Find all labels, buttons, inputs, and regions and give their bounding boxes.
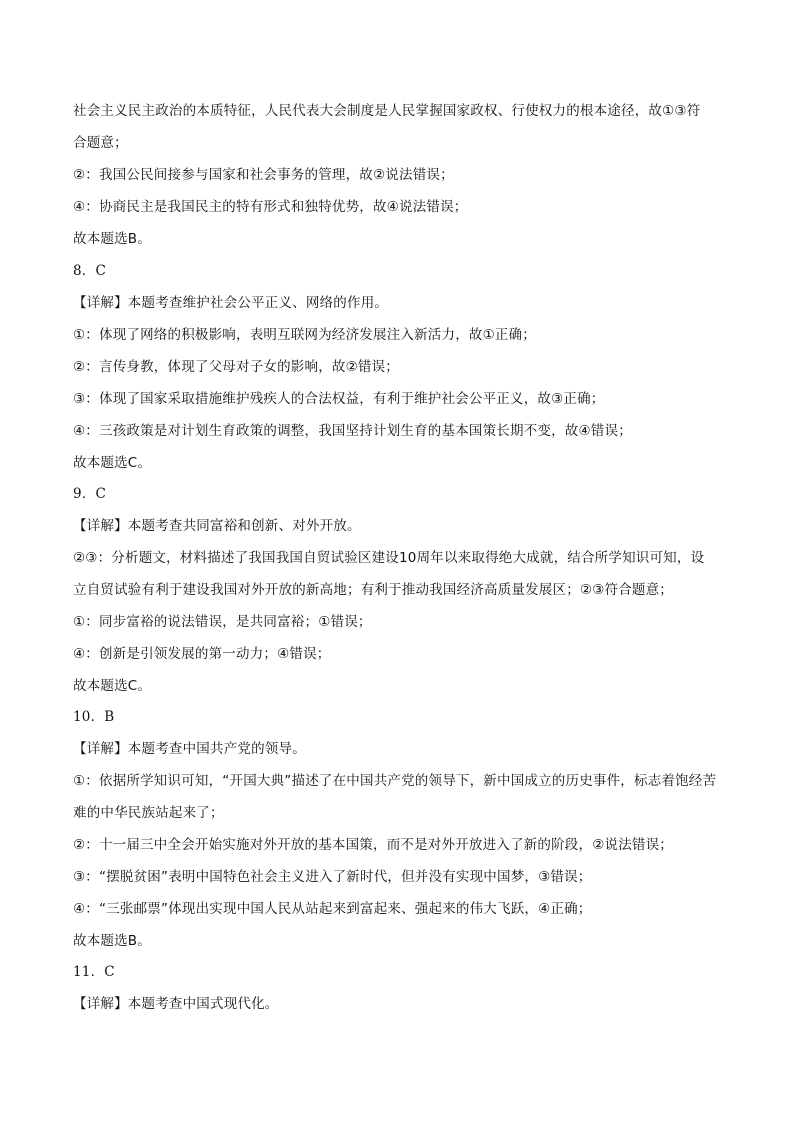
text-line: ④：三孩政策是对计划生育政策的调整，我国坚持计划生育的基本国策长期不变，故④错误； — [73, 423, 632, 439]
text-line: ①：依据所学知识可知，“开国大典”描述了在中国共产党的领导下，新中国成立的历史事件，标志着饱经苦 — [73, 773, 717, 789]
text-line: ②：十一届三中全会开始实施对外开放的基本国策，而不是对外开放进入了新的阶段，②说法错误； — [73, 837, 674, 853]
text-line: 故本题选B。 — [73, 933, 151, 949]
text-line: ④：协商民主是我国民主的特有形式和独特优势，故④说法错误； — [73, 199, 468, 215]
text-line: 【详解】本题考查中国共产党的领导。 — [73, 741, 306, 757]
question-number: 10．B — [73, 709, 115, 725]
text-line: ④：创新是引领发展的第一动力；④错误； — [73, 646, 331, 662]
text-line: 故本题选C。 — [73, 678, 152, 694]
text-line: ①：同步富裕的说法错误，是共同富裕；①错误； — [73, 614, 372, 630]
text-line: 社会主义民主政治的本质特征，人民代表大会制度是人民掌握国家政权、行使权力的根本途径，故①③符 — [73, 103, 701, 119]
question-number: 11．C — [73, 964, 115, 980]
text-line: ①：体现了网络的积极影响，表明互联网为经济发展注入新活力，故①正确； — [73, 327, 537, 343]
text-line: ②：我国公民间接参与国家和社会事务的管理，故②说法错误； — [73, 167, 454, 183]
text-line: 难的中华民族站起来了； — [73, 805, 224, 821]
text-line: 【详解】本题考查中国式现代化。 — [73, 996, 279, 1012]
text-line: 【详解】本题考查共同富裕和创新、对外开放。 — [73, 518, 361, 534]
text-line: 合题意； — [73, 135, 128, 151]
text-line: ③：体现了国家采取措施维护残疾人的合法权益，有利于维护社会公平正义，故③正确； — [73, 391, 605, 407]
text-line: 故本题选C。 — [73, 455, 152, 471]
text-line: 故本题选B。 — [73, 231, 151, 247]
text-line: ②：言传身教，体现了父母对子女的影响，故②错误； — [73, 359, 400, 375]
text-line: 【详解】本题考查维护社会公平正义、网络的作用。 — [73, 295, 389, 311]
text-line: ②③：分析题文，材料描述了我国我国自贸试验区建设10周年以来取得绝大成就，结合所学知识可知，设 — [73, 550, 705, 566]
question-number: 9．C — [73, 486, 107, 502]
question-number: 8．C — [73, 263, 107, 279]
text-line: ④：“三张邮票”体现出实现中国人民从站起来到富起来、强起来的伟大飞跃，④正确； — [73, 901, 592, 917]
text-line: 立自贸试验有利于建设我国对外开放的新高地；有利于推动我国经济高质量发展区；②③符合题意； — [73, 582, 674, 598]
text-line: ③：“摆脱贫困”表明中国特色社会主义进入了新时代，但并没有实现中国梦，③错误； — [73, 869, 592, 885]
